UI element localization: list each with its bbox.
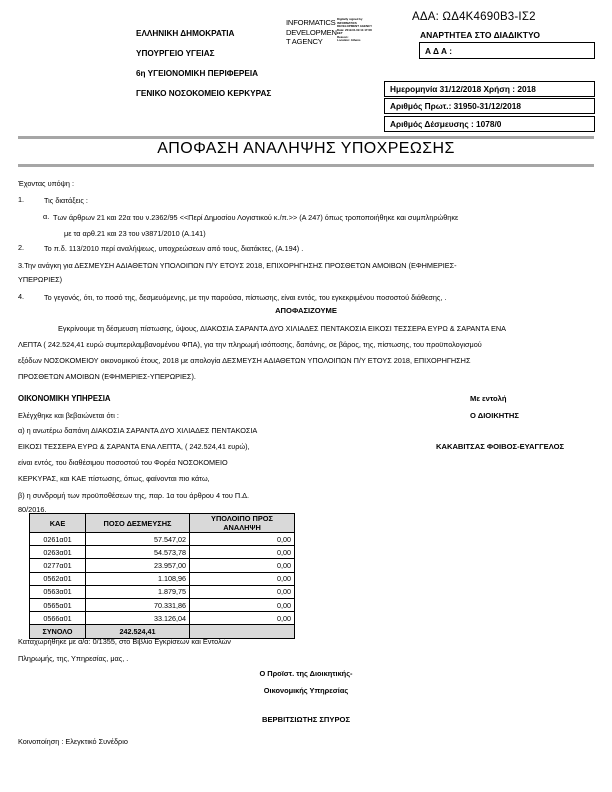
financial-service-line-5: ΚΕΡΚΥΡΑΣ, και ΚΑΕ πίστωσης, όπως, φαίνονται πιο κάτω, [18,474,210,483]
column-header-remaining: ΥΠΟΛΟΙΠΟ ΠΡΟΣ ΑΝΑΛΗΨΗ [190,514,295,533]
cell-kae: 0263α01 [30,546,86,559]
preamble-item-3-line-1: 3.Την ανάγκη για ΔΕΣΜΕΥΣΗ ΑΔΙΑΘΕΤΩΝ ΥΠΟΛΟΙΠΩΝ Π/Υ ΕΤΟΥΣ 2018, ΕΠΙΧΟΡΗΓΗΣΗΣ ΠΡΟΣΘΕΤΩΝ ΑΜΟΙΒΩΝ (ΕΦΗΜΕΡΙΕΣ- [18,261,457,270]
signature-role-line-1: Ο Προϊστ. της Διοικητικής- [259,669,353,678]
agency-logo-line-2: DEVELOPMEN [286,27,337,37]
cell-kae: 0562α01 [30,572,86,585]
commitment-number-box: Αριθμός Δέσμευσης : 1078/0 [384,116,595,132]
cell-remaining: 0,00 [190,546,295,559]
table-row [30,546,295,559]
preamble-item-1a-marker: α. [43,212,50,221]
table-header-row [30,514,295,533]
org-line-2: ΥΠΟΥΡΓΕΙΟ ΥΓΕΙΑΣ [136,49,215,58]
financial-service-line-2: α) η ανωτέρω δαπάνη ΔΙΑΚΟΣΙΑ ΣΑΡΑΝΤΑ ΔΥΟ ΧΙΛΙΑΔΕΣ ΠΕΝΤΑΚΟΣΙΑ [18,426,258,435]
cell-remaining: 0,00 [190,612,295,625]
title-rule-bottom [18,164,594,167]
ada-field-box: Α Δ Α : [419,42,595,59]
decision-line-3: εξόδων ΝΟΣΟΚΟΜΕΙΟΥ οικονομικού έτους, 2018 με απολογία ΔΕΣΜΕΥΣΗ ΑΔΙΑΘΕΤΩΝ ΥΠΟΛΟΙΠΩΝ Π/Υ ΕΤΟΥΣ 2018, ΕΠΙΧΟΡΗΓΗΣΗΣ [18,356,471,365]
table-row [30,559,295,572]
cell-amount: 1.879,75 [86,585,190,598]
cell-amount: 54.573,78 [86,546,190,559]
cell-remaining: 0,00 [190,533,295,546]
table-row [30,572,295,585]
cell-kae: 0565α01 [30,598,86,611]
organization-block [136,24,286,104]
decide-heading: ΑΠΟΦΑΣΙΖΟΥΜΕ [275,306,337,315]
cell-amount: 70.331,86 [86,598,190,611]
preamble-item-1a-line-1: Των άρθρων 21 και 22α του ν.2362/95 <<Περί Δημοσίου Λογιστικού κ./π.>> (Α 247) όπως τροποποιήθηκε και συμπληρώθηκε [53,213,459,222]
agency-logo-line-3: T AGENCY [286,37,323,47]
column-header-kae: ΚΑΕ [30,514,86,533]
financial-service-line-3: ΕΙΚΟΣΙ ΤΕΣΣΕΡΑ ΕΥΡΩ & ΣΑΡΑΝΤΑ ΕΝΑ ΛΕΠΤΑ, ( 242.524,41 ευρώ), [18,442,250,451]
signature-name: ΒΕΡΒΙΤΣΙΩΤΗΣ ΣΠΥΡΟΣ [261,715,351,724]
cell-kae: 0566α01 [30,612,86,625]
by-order-label: Με εντολή [470,394,507,403]
digital-signature-stamp [337,18,389,43]
kae-commitment-table [29,513,295,639]
signature-stamp-line-3: DEVELOPMENT AGENCY [337,25,373,28]
preamble-item-1a-line-2: με τα αρθ.21 και 23 του ν3871/2010 (Α.141) [64,229,206,238]
administrator-role: Ο ΔΙΟΙΚΗΤΗΣ [470,411,519,420]
signature-stamp-line-6: Reason: [337,35,349,39]
org-line-1: ΕΛΛΗΝΙΚΗ ΔΗΜΟΚΡΑΤΙΑ [136,29,235,38]
decision-line-1: Εγκρίνουμε τη δέσμευση πίστωσης, ύψους, ΔΙΑΚΟΣΙΑ ΣΑΡΑΝΤΑ ΔΥΟ ΧΙΛΙΑΔΕΣ ΠΕΝΤΑΚΟΣΙΑ ΕΙΚΟΣΙ ΤΕΣΣΕΡΑ ΕΥΡΩ & ΣΑΡΑΝΤΑ ΕΝΑ [58,324,506,333]
financial-service-line-6: β) η συνδρομή των προϋποθέσεων της, παρ. 1α του άρθρου 4 του Π.Δ. [18,491,250,500]
agency-logo-line-1: INFORMATICS [286,18,336,27]
cell-remaining: 0,00 [190,585,295,598]
table-row [30,598,295,611]
protocol-number-box: Αριθμός Πρωτ.: 31950-31/12/2018 [384,98,595,114]
informatics-development-agency-logo [286,18,336,47]
cell-total-amount: 242.524,41 [86,625,190,638]
cell-remaining: 0,00 [190,598,295,611]
preamble-item-2-text: Το π.δ. 113/2010 περί αναλήψεως, υποχρεώσεων από τους, διατάκτες, (Α.194) . [44,244,304,253]
org-line-4: ΓΕΝΙΚΟ ΝΟΣΟΚΟΜΕΙΟ ΚΕΡΚΥΡΑΣ [136,89,272,98]
financial-service-line-7: 80/2016. [18,505,47,514]
cell-remaining: 0,00 [190,559,295,572]
signature-stamp-line-2: INFORMATICS [337,21,357,25]
signature-stamp-line-1: Digitally signed by [337,18,363,21]
table-row [30,533,295,546]
cell-total-label: ΣΥΝΟΛΟ [30,625,86,638]
anartitea-label: ΑΝΑΡΤΗΤΕΑ ΣΤΟ ΔΙΑΔΙΚΤΥΟ [420,30,540,40]
registration-line-2: Πληρωμής, της, Υπηρεσίας, μας, . [18,654,129,663]
preamble-item-1-number: 1. [18,195,25,204]
signature-stamp-line-4: Date: 2019.01.09 11:17:08 [337,28,372,32]
cell-amount: 33.126,04 [86,612,190,625]
preamble-intro: Έχοντας υπόψη : [18,179,75,188]
registration-line-1: Καταχωρήθηκε με α/α: 0/1355, στο Βιβλίο Εγκρίσεων και Εντολών [18,637,231,646]
cell-kae: 0277α01 [30,559,86,572]
preamble-item-4-number: 4. [18,292,25,301]
cell-amount: 57.547,02 [86,533,190,546]
signature-stamp-line-7: Location: Athens [337,39,361,42]
date-box: Ημερομηνία 31/12/2018 Χρήση : 2018 [384,81,595,97]
preamble-item-2-number: 2. [18,243,25,252]
title-rule-top [18,136,594,139]
financial-service-line-1: Ελέγχθηκε και βεβαιώνεται ότι : [18,411,119,420]
footer-notification: Κοινοποίηση : Ελεγκτικό Συνέδριο [18,737,128,746]
cell-remaining: 0,00 [190,572,295,585]
cell-kae: 0261α01 [30,533,86,546]
cell-amount: 1.108,96 [86,572,190,585]
financial-service-heading: ΟΙΚΟΝΟΜΙΚΗ ΥΠΗΡΕΣΙΑ [18,394,111,403]
ada-code-top: ΑΔΑ: ΩΔ4Κ4690Β3-ΙΣ2 [412,11,536,23]
decision-line-2: ΛΕΠΤΑ ( 242.524,41 ευρώ συμπεριλαμβανομένου ΦΠΑ), για την πληρωμή ισόποσης, δαπάνης, σε βάρος, της, πίστωσης, του προϋπολογισμού [18,340,482,349]
financial-service-line-4: είναι εντός, του διαθέσιμου ποσοστού του Φορέα ΝΟΣΟΚΟΜΕΙΟ [18,458,228,467]
signature-role-line-2: Οικονομικής Υπηρεσίας [263,686,349,695]
preamble-item-3-line-2: ΥΠΕΡΩΡΙΕΣ) [18,275,63,284]
preamble-item-4-text: Το γεγονός, ότι, το ποσό της, δεσμευόμενης, με την παρούσα, πίστωσης, είναι εντός, του εγκεκριμένου ποσοστού διάθεσης, . [44,293,447,302]
administrator-name: ΚΑΚΑΒΙΤΣΑΣ ΦΟΙΒΟΣ-ΕΥΑΓΓΕΛΟΣ [436,442,565,451]
page-title: ΑΠΟΦΑΣΗ ΑΝΑΛΗΨΗΣ ΥΠΟΧΡΕΩΣΗΣ [157,140,455,157]
table-row [30,612,295,625]
org-line-3: 6η ΥΓΕΙΟΝΟΜΙΚΗ ΠΕΡΙΦΕΡΕΙΑ [136,69,259,78]
column-header-amount: ΠΟΣΟ ΔΕΣΜΕΥΣΗΣ [86,514,190,533]
decision-line-4: ΠΡΟΣΘΕΤΩΝ ΑΜΟΙΒΩΝ (ΕΦΗΜΕΡΙΕΣ-ΥΠΕΡΩΡΙΕΣ). [18,372,196,381]
preamble-item-1-text: Τις διατάξεις : [44,196,88,205]
table-row [30,585,295,598]
signature-stamp-line-5: EET [337,32,343,35]
cell-kae: 0563α01 [30,585,86,598]
cell-amount: 23.957,00 [86,559,190,572]
